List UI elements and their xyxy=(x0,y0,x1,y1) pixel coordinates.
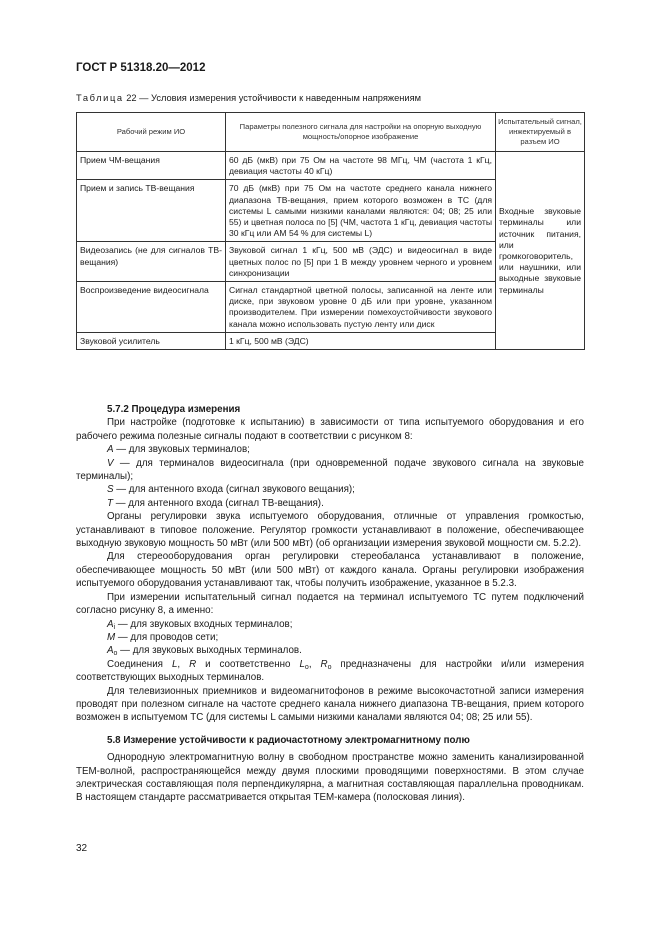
list-item: S — для антенного входа (сигнал звукового вещания); xyxy=(107,484,355,496)
header-test-signal: Испытательный сигнал, инжектируемый в разъем ИО xyxy=(496,113,585,152)
paragraph: Для телевизионных приемников и видеомагнитофонов в режиме высокочастотной записи измерения проводят при полезном сигнале на частоте среднего канала нижнего диапазона ТВ-вещания, прием которого возможен в испытуемом ТС (для системы L самыми низкими каналами являются 04; 08; 25 или 55). xyxy=(76,685,584,724)
caption-text: 22 — Условия измерения устойчивости к наведенным напряжениям xyxy=(123,93,422,103)
document-header: ГОСТ Р 51318.20—2012 xyxy=(76,62,206,74)
list-item: $A_o$ — для звуковых выходных терминалов. xyxy=(107,645,302,658)
cell-mode: Воспроизведение видеосигнала xyxy=(77,282,226,333)
cell-mode: Звуковой усилитель xyxy=(77,332,226,349)
section-heading-5-8: 5.8 Измерение устойчивости к радиочастотному электромагнитному полю xyxy=(107,734,470,746)
caption-word: Таблица xyxy=(76,93,124,103)
list-item: T — для антенного входа (сигнал ТВ-вещания). xyxy=(107,497,324,509)
cell-params: 60 дБ (мкВ) при 75 Ом на частоте 98 МГц, ЧМ (частота 1 кГц, девиация частоты 40 кГц) xyxy=(226,152,496,180)
paragraph: Органы регулировки звука испытуемого оборудования, отличные от управления громкостью, устанавливают в типовое положение. Регулятор громкости устанавливают в положение, обеспечивающее выходную звуковую мощность 50 мВт (или 500 мВт) (об организации измерения звуковой мощности см. 5.2.2). xyxy=(76,511,584,550)
paragraph: При измерении испытательный сигнал подается на терминал испытуемого ТС путем подключений согласно рисунку 8, а именно: xyxy=(76,591,584,617)
cell-params: 70 дБ (мкВ) при 75 Ом на частоте среднего канала нижнего диапазона ТВ-вещания, прием которого возможен в ТС (для системы L самыми низкими каналами являются: 04; 08; 25 или 55) и цветная полоса по [5] (ЧМ, частота 1 кГц, девиация частоты 30 кГц или АМ 54 % для системы L) xyxy=(226,180,496,242)
paragraph: Для стереооборудования орган регулировки стереобаланса устанавливают в положение, обеспечивающее мощность 50 мВт (или 500 мВт) от каждого канала. Органы регулировки изображения испытуемого оборудования устанавливают так, чтобы получить изображение, указанное в 5.2.3. xyxy=(76,551,584,590)
cell-params: 1 кГц, 500 мВ (ЭДС) xyxy=(226,332,496,349)
conditions-table xyxy=(76,112,585,350)
paragraph: Соединения L, R и соответственно $L_o$, $R_o$ предназначены для настройки и/или измерения соответствующих выходных терминалов. xyxy=(76,658,584,684)
table-caption xyxy=(76,93,421,103)
table-row xyxy=(77,152,585,180)
document-body xyxy=(76,403,584,805)
header-mode: Рабочий режим ИО xyxy=(77,113,226,152)
list-item: V — для терминалов видеосигнала (при одновременной подаче звукового сигнала на звуковые терминалы); xyxy=(76,457,584,483)
paragraph: При настройке (подготовке к испытанию) в зависимости от типа испытуемого оборудования и его рабочего режима полезные сигналы подают в соответствии с рисунком 8: xyxy=(76,417,584,442)
cell-mode: Прием ЧМ-вещания xyxy=(77,152,226,180)
cell-params: Сигнал стандартной цветной полосы, записанной на ленте или диске, при звуковом уровне 0 дБ или при уровне, указанном производителем. При измерении помехоустойчивости звукового канала можно использовать пустую ленту или диск xyxy=(226,282,496,333)
cell-test-signal: Входные звуковые терминалы или источник питания, или громкоговоритель, или наушники, или выходные звуковые терминалы xyxy=(496,152,585,350)
cell-mode: Прием и запись ТВ-вещания xyxy=(77,180,226,242)
header-params: Параметры полезного сигнала для настройки на опорную выходную мощность/опорное изображение xyxy=(226,113,496,152)
list-item: A — для звуковых терминалов; xyxy=(107,444,250,456)
list-item: M — для проводов сети; xyxy=(107,631,219,643)
paragraph: Однородную электромагнитную волну в свободном пространстве можно заменить канализированной ТЕМ-волной, распространяющейся между двумя плоскими проводящими поверхностями. В этом случае электрическая составляющая поля перпендикулярна, а магнитная составляющая параллельна проводникам. В настоящем стандарте рассматривается открытая ТЕМ-камера (полосковая линия). xyxy=(76,752,584,804)
table-header-row xyxy=(77,113,585,152)
page-number: 32 xyxy=(76,843,88,854)
section-heading-5-7-2: 5.7.2 Процедура измерения xyxy=(107,404,241,415)
cell-params: Звуковой сигнал 1 кГц, 500 мВ (ЭДС) и видеосигнал в виде цветных полос по [5] при 1 В между уровнем черного и уровнем синхронизации xyxy=(226,242,496,282)
cell-mode: Видеозапись (не для сигналов ТВ-вещания) xyxy=(77,242,226,282)
list-item: $A_i$ — для звуковых входных терминалов; xyxy=(107,618,293,631)
